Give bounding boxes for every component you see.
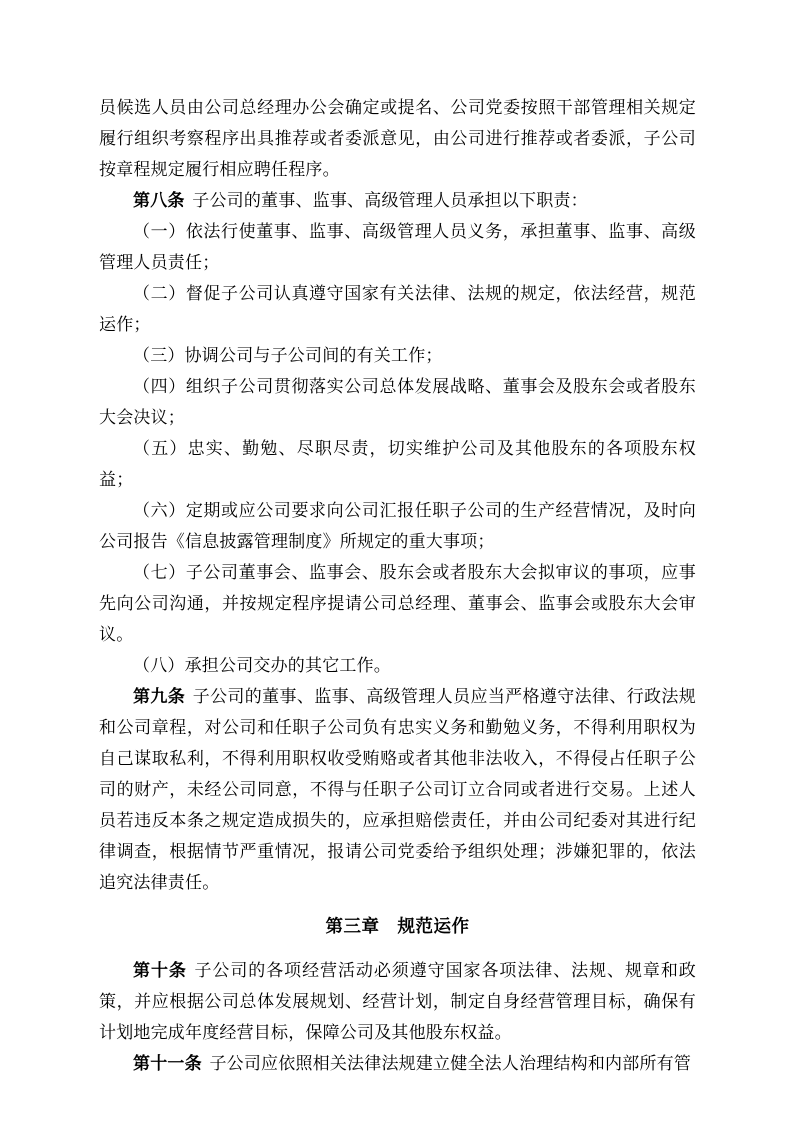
article-11-paragraph bbox=[99, 1048, 696, 1079]
article-8-paragraph bbox=[99, 185, 696, 216]
paragraph-text: （一）依法行使董事、监事、高级管理人员义务，承担董事、监事、高级管理人员责任； bbox=[99, 222, 696, 272]
article-9-number: 第九条 bbox=[133, 687, 186, 706]
article-8-item-8 bbox=[99, 650, 696, 681]
paragraph-text: 员候选人员由公司总经理办公会确定或提名、公司党委按照干部管理相关规定履行组织考察程序出具推荐或者委派意见，由公司进行推荐或者委派，子公司按章程规定履行相应聘任程序。 bbox=[99, 98, 696, 179]
article-11-number: 第十一条 bbox=[133, 1054, 202, 1073]
article-10-paragraph bbox=[99, 955, 696, 1048]
paragraph-text: （三）协调公司与子公司间的有关工作； bbox=[133, 346, 443, 365]
article-8-item-7 bbox=[99, 557, 696, 650]
paragraph-continuation bbox=[99, 92, 696, 185]
paragraph-text: （七）子公司董事会、监事会、股东会或者股东大会拟审议的事项，应事先向公司沟通，并按规定程序提请公司总经理、董事会、监事会或股东大会审议。 bbox=[99, 563, 696, 644]
paragraph-text: （八）承担公司交办的其它工作。 bbox=[133, 656, 391, 675]
article-8-item-1 bbox=[99, 216, 696, 278]
article-8-item-4 bbox=[99, 371, 696, 433]
article-8-item-6 bbox=[99, 495, 696, 557]
chapter-heading: 第三章 规范运作 bbox=[325, 916, 470, 936]
article-10-number: 第十条 bbox=[133, 961, 187, 980]
paragraph-text: （六）定期或应公司要求向公司汇报任职子公司的生产经营情况，及时向公司报告《信息披露管理制度》所规定的重大事项； bbox=[99, 501, 696, 551]
paragraph-text: 子公司的各项经营活动必须遵守国家各项法律、法规、规章和政策，并应根据公司总体发展规划、经营计划，制定自身经营管理目标，确保有计划地完成年度经营目标，保障公司及其他股东权益。 bbox=[99, 961, 696, 1042]
article-8-item-2 bbox=[99, 278, 696, 340]
article-9-paragraph bbox=[99, 681, 696, 898]
paragraph-text: 子公司的董事、监事、高级管理人员承担以下职责： bbox=[192, 191, 588, 210]
paragraph-text: （五）忠实、勤勉、尽职尽责，切实维护公司及其他股东的各项股东权益； bbox=[99, 439, 696, 489]
article-8-item-5 bbox=[99, 433, 696, 495]
paragraph-text: 子公司应依照相关法律法规建立健全法人治理结构和内部所有管 bbox=[209, 1054, 692, 1073]
article-8-number: 第八条 bbox=[133, 191, 185, 210]
paragraph-text: 子公司的董事、监事、高级管理人员应当严格遵守法律、行政法规和公司章程，对公司和任职子公司负有忠实义务和勤勉义务，不得利用职权为自己谋取私利，不得利用职权收受贿赂或者其他非法收入，不得侵占任职子公司的财产，未经公司同意，不得与任职子公司订立合同或者进行交易。上述人员若违反本条之规定造成损失的，应承担赔偿责任，并由公司纪委对其进行纪律调查，根据情节严重情况，报请公司党委给予组织处理；涉嫌犯罪的，依法追究法律责任。 bbox=[99, 687, 696, 892]
paragraph-text: （四）组织子公司贯彻落实公司总体发展战略、董事会及股东会或者股东大会决议； bbox=[99, 377, 696, 427]
article-8-item-3 bbox=[99, 340, 696, 371]
paragraph-text: （二）督促子公司认真遵守国家有关法律、法规的规定，依法经营，规范运作； bbox=[99, 284, 696, 334]
